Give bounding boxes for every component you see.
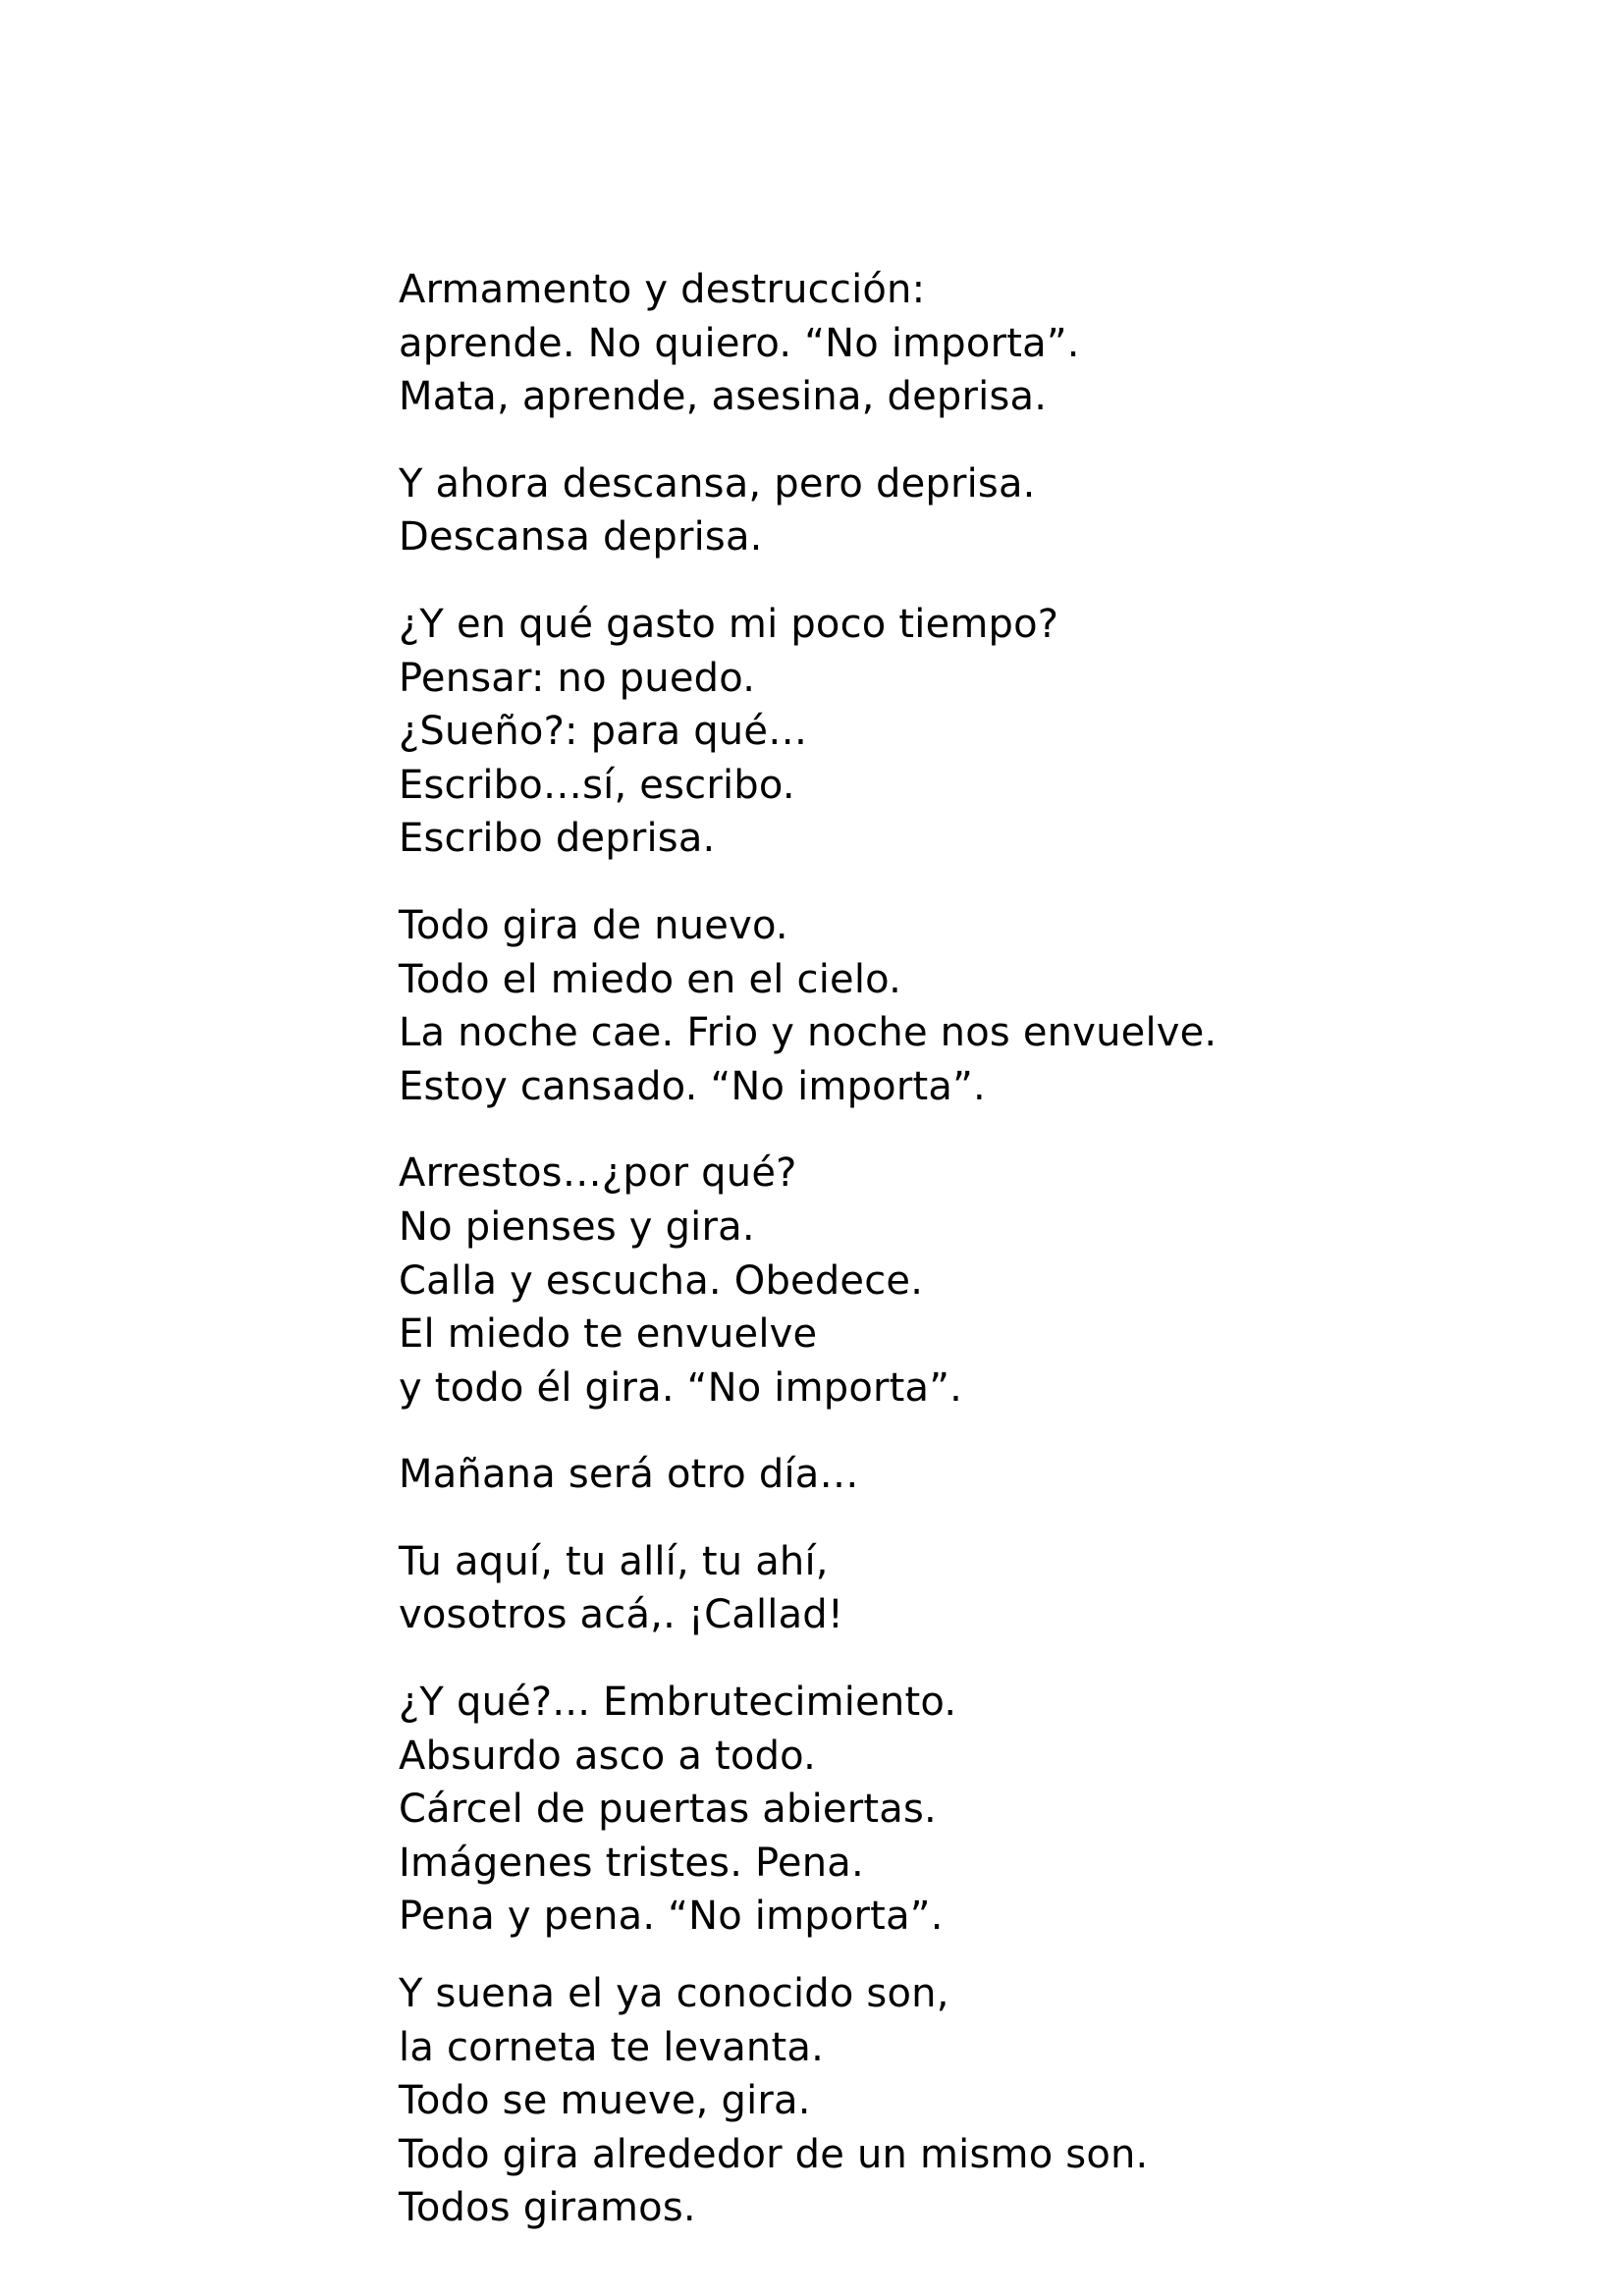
stanza-1 [399,263,1528,424]
poem-line: Escribo…sí, escribo. [399,762,795,808]
poem-line: Y suena el ya conocido son, [399,1971,949,2017]
stanza-gap [399,564,1528,598]
poem-line: Todos giramos. [399,2185,696,2231]
poem-line: Todo gira alrededor de un mismo son. [399,2131,1149,2177]
stanza-7 [399,1535,1528,1642]
poem-line: la corneta te levanta. [399,2024,824,2070]
poem-line: vosotros acá,. ¡Callad! [399,1592,844,1638]
poem-line: No pienses y gira. [399,1203,755,1250]
stanza-2 [399,457,1528,564]
stanza-9 [399,1967,1528,2235]
poem-line: Armamento y destrucción: [399,267,926,312]
stanza-gap [399,424,1528,457]
stanza-6 [399,1448,1528,1502]
poem-line: Todo el miedo en el cielo. [399,956,902,1002]
poem-line: Estoy cansado. “No importa”. [399,1063,986,1109]
poem-line: Escribo deprisa. [399,816,716,862]
poem-line: La noche cae. Frio y noche nos envuelve. [399,1010,1218,1056]
poem-line: Mañana será otro día… [399,1452,859,1498]
stanza-gap [399,1113,1528,1147]
poem-line: Absurdo asco a todo. [399,1733,817,1779]
poem-line: aprende. No quiero. “No importa”. [399,320,1080,366]
poem-line: Tu aquí, tu allí, tu ahí, [399,1538,829,1584]
poem-line: El miedo te envuelve [399,1311,818,1358]
poem-line: ¿Sueño?: para qué… [399,709,808,755]
stanza-gap [399,866,1528,899]
stanza-gap [399,1415,1528,1448]
poem-line: ¿Y en qué gasto mi poco tiempo? [399,601,1059,647]
stanza-5 [399,1147,1528,1415]
poem-line: Imágenes tristes. Pena. [399,1840,864,1886]
poem-line: Cárcel de puertas abiertas. [399,1787,937,1833]
stanza-gap [399,1944,1528,1967]
poem-line: Y ahora descansa, pero deprisa. [399,460,1036,507]
poem-line: ¿Y qué?... Embrutecimiento. [399,1680,957,1726]
poem-line: Todo se mueve, gira. [399,2078,811,2124]
stanza-4 [399,899,1528,1113]
poem-line: Calla y escucha. Obedece. [399,1257,924,1304]
poem-line: y todo él gira. “No importa”. [399,1364,963,1411]
poem-line: Pensar: no puedo. [399,655,756,701]
stanza-gap [399,1502,1528,1535]
poem-line: Arrestos…¿por qué? [399,1150,797,1197]
poem-line: Todo gira de nuevo. [399,902,788,948]
stanza-gap [399,1642,1528,1676]
poem-line: Mata, aprende, asesina, deprisa. [399,374,1048,420]
poem-line: Descansa deprisa. [399,514,763,561]
poem-body [399,263,1528,2235]
poem-line: Pena y pena. “No importa”. [399,1894,944,1940]
stanza-3 [399,598,1528,866]
stanza-8 [399,1676,1528,1944]
